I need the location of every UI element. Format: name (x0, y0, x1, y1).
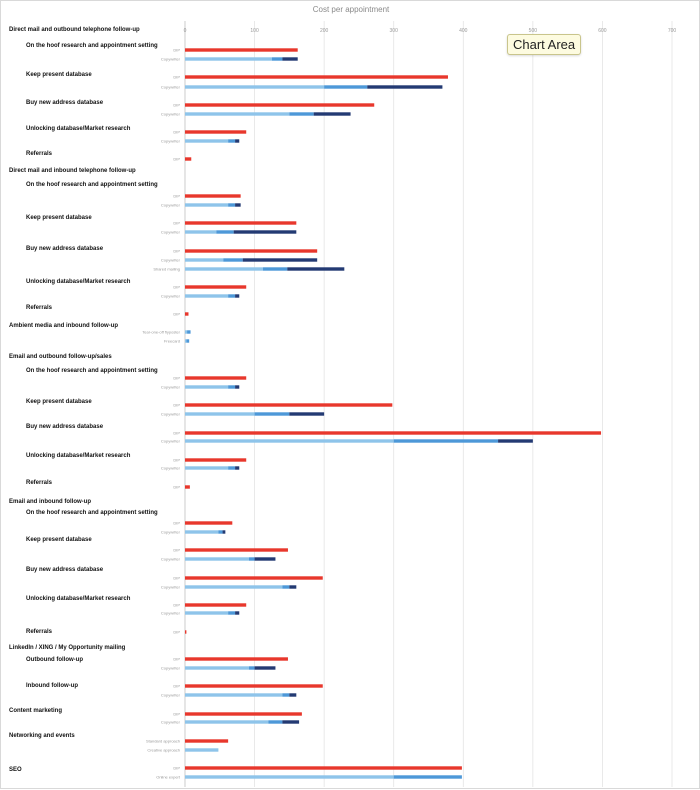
series-label: Copywriter (160, 719, 180, 725)
bar-segment-mid (223, 258, 242, 261)
category-label: On the hoof research and appointment setting (26, 368, 158, 374)
bar-dip (185, 221, 296, 224)
category-label: Buy new address database (26, 246, 104, 252)
x-tick-label: 200 (319, 28, 329, 34)
category-label: On the hoof research and appointment setting (26, 510, 158, 516)
bar-segment-light (185, 585, 282, 588)
category-label: Referrals (26, 305, 53, 311)
bar-segment-light (185, 330, 187, 333)
category-label: Keep present database (26, 72, 92, 78)
bar-dip (185, 312, 188, 315)
series-label: Copywriter (160, 384, 180, 390)
series-label: DIP (173, 430, 180, 436)
bar-dip (185, 285, 246, 288)
bar-segment-light (185, 385, 228, 388)
category-label: Unlocking database/Market research (26, 596, 131, 602)
series-label: Copywriter (160, 529, 180, 535)
series-label: Copywriter (160, 465, 180, 471)
x-tick-label: 100 (250, 28, 259, 34)
bar-segment-light (185, 258, 223, 261)
category-label: Outbound follow-up (26, 657, 83, 663)
bar-segment-dark (234, 230, 297, 233)
series-label: Copywriter (160, 438, 180, 444)
category-label: Referrals (26, 629, 53, 635)
bar-dip (185, 657, 288, 660)
bar-segment-light (185, 466, 228, 469)
bar-segment-mid (228, 611, 235, 614)
series-label: Copywriter (160, 202, 180, 208)
series-label: Copywriter (160, 257, 180, 263)
bar-dip (185, 548, 288, 551)
series-label: Standard approach (145, 738, 180, 744)
series-label: DIP (173, 520, 180, 526)
bar-segment-mid (282, 693, 289, 696)
bar-dip (185, 157, 191, 160)
category-label: Buy new address database (26, 424, 104, 430)
bar-segment-dark (235, 466, 239, 469)
series-label: Copywriter (160, 610, 180, 616)
series-label: DIP (173, 457, 180, 463)
series-label: DIP (173, 102, 180, 108)
series-label: DIP (173, 765, 180, 771)
category-label: Inbound follow-up (26, 683, 78, 689)
bar-segment-mid (216, 230, 233, 233)
bar-segment-mid (394, 775, 462, 778)
bar-segment-dark (255, 666, 276, 669)
bar-segment-mid (324, 85, 367, 88)
bar-dip (185, 576, 323, 579)
series-label: Copywriter (160, 229, 180, 235)
series-label: Online expert (156, 774, 180, 780)
category-label: Referrals (26, 151, 53, 157)
bar-segment-light (185, 557, 249, 560)
series-label: Tear-one-off flyposter (142, 329, 180, 335)
series-label: DIP (173, 656, 180, 662)
series-label: DIP (173, 375, 180, 381)
series-label: DIP (173, 547, 180, 553)
bar-segment-dark (235, 294, 239, 297)
bar-segment-dark (289, 693, 296, 696)
bar-dip (185, 194, 241, 197)
bar-segment-light (185, 439, 394, 442)
bar-segment-dark (255, 557, 276, 560)
series-label: DIP (173, 74, 180, 80)
bar-segment-light (185, 666, 249, 669)
bar-segment-dark (282, 57, 297, 60)
bar-segment-light (185, 294, 228, 297)
bar-segment-light (185, 57, 272, 60)
category-label: On the hoof research and appointment setting (26, 43, 158, 49)
bar-segment-light (185, 339, 186, 342)
bar-segment-dark (289, 412, 324, 415)
bar-segment-mid (289, 112, 313, 115)
bar-segment-mid (186, 339, 189, 342)
series-label: DIP (173, 602, 180, 608)
category-label: Ambient media and inbound follow-up (9, 323, 118, 329)
category-label: Direct mail and inbound telephone follow-up (9, 168, 136, 174)
series-label: DIP (173, 311, 180, 317)
series-label: DIP (173, 220, 180, 226)
bar-segment-mid (228, 466, 235, 469)
bar-segment-dark (243, 258, 317, 261)
bar-segment-light (185, 530, 218, 533)
series-label: Copywriter (160, 584, 180, 590)
category-label: Networking and events (9, 733, 75, 739)
bar-segment-mid (272, 57, 282, 60)
bar-dip (185, 739, 228, 742)
bar-chart (1, 1, 700, 790)
series-label: Copywriter (160, 556, 180, 562)
series-label: DIP (173, 284, 180, 290)
bar-segment-dark (498, 439, 533, 442)
bar-segment-dark (282, 720, 299, 723)
category-label: Keep present database (26, 537, 92, 543)
category-label: Keep present database (26, 215, 92, 221)
series-label: Copywriter (160, 138, 180, 144)
bar-segment-mid (268, 720, 282, 723)
bar-dip (185, 712, 302, 715)
x-tick-label: 700 (667, 28, 677, 34)
bar-segment-dark (235, 385, 239, 388)
x-tick-label: 600 (598, 28, 607, 34)
category-label: SEO (9, 767, 22, 773)
bar-dip (185, 458, 246, 461)
series-label: Copywriter (160, 692, 180, 698)
series-label: Creative approach (147, 747, 180, 753)
bar-dip (185, 684, 323, 687)
bar-dip (185, 249, 317, 252)
bar-segment-mid (228, 203, 235, 206)
bar-segment-light (185, 85, 324, 88)
category-label: Unlocking database/Market research (26, 279, 131, 285)
bar-segment-mid (255, 412, 290, 415)
bar-dip (185, 75, 448, 78)
series-label: DIP (173, 484, 180, 490)
bar-segment-dark (235, 139, 239, 142)
category-label: LinkedIn / XING / My Opportunity mailing (9, 645, 126, 651)
x-tick-label: 500 (528, 28, 538, 34)
series-label: Copywriter (160, 56, 180, 62)
bar-dip (185, 376, 246, 379)
bar-segment-dark (314, 112, 351, 115)
bar-segment-light (185, 112, 289, 115)
bar-dip (185, 403, 392, 406)
series-label: Copywriter (160, 111, 180, 117)
series-label: DIP (173, 575, 180, 581)
chart-title: Cost per appointment (312, 5, 390, 14)
bar-dip (185, 130, 246, 133)
series-label: DIP (173, 193, 180, 199)
bar-dip (185, 521, 232, 524)
series-label: Copywriter (160, 411, 180, 417)
series-label: DIP (173, 629, 180, 635)
series-label: Copywriter (160, 293, 180, 299)
category-label: Buy new address database (26, 100, 104, 106)
series-label: DIP (173, 47, 180, 53)
series-label: Copywriter (160, 84, 180, 90)
bar-dip (185, 603, 246, 606)
x-tick-label: 300 (389, 28, 398, 34)
bar-segment-light (185, 775, 394, 778)
x-tick-label: 400 (459, 28, 468, 34)
bar-segment-dark (287, 267, 344, 270)
chart-area-tooltip: Chart Area (507, 34, 581, 55)
bar-dip (185, 630, 186, 633)
series-label: DIP (173, 711, 180, 717)
category-label: Email and outbound follow-up/sales (9, 354, 112, 360)
bar-segment-dark (235, 611, 239, 614)
bar-segment-light (185, 748, 218, 751)
category-label: On the hoof research and appointment setting (26, 182, 158, 188)
category-label: Referrals (26, 480, 53, 486)
bar-segment-mid (249, 557, 255, 560)
bar-segment-dark (235, 203, 241, 206)
bar-dip (185, 766, 462, 769)
bar-segment-light (185, 267, 263, 270)
category-label: Buy new address database (26, 567, 104, 573)
bar-segment-light (185, 203, 228, 206)
bar-segment-mid (187, 330, 190, 333)
bar-dip (185, 485, 190, 488)
bar-segment-light (185, 720, 268, 723)
bar-segment-mid (228, 294, 235, 297)
series-label: DIP (173, 156, 180, 162)
category-label: Direct mail and outbound telephone follow-up (9, 27, 140, 33)
bar-segment-dark (367, 85, 442, 88)
bar-segment-light (185, 230, 216, 233)
bar-segment-mid (218, 530, 222, 533)
category-label: Unlocking database/Market research (26, 453, 131, 459)
series-label: DIP (173, 683, 180, 689)
bar-segment-light (185, 693, 282, 696)
category-label: Content marketing (9, 708, 63, 714)
series-label: Shared mailing (153, 266, 180, 272)
series-label: Freecard (163, 338, 180, 344)
bar-segment-mid (228, 139, 235, 142)
bar-segment-light (185, 139, 228, 142)
bar-segment-mid (263, 267, 287, 270)
bar-segment-dark (289, 585, 296, 588)
bar-dip (185, 48, 298, 51)
bar-segment-mid (228, 385, 235, 388)
series-label: Copywriter (160, 665, 180, 671)
series-label: DIP (173, 248, 180, 254)
category-label: Unlocking database/Market research (26, 126, 131, 132)
category-label: Keep present database (26, 399, 92, 405)
bar-segment-mid (282, 585, 289, 588)
series-label: DIP (173, 402, 180, 408)
bar-segment-dark (223, 530, 226, 533)
bar-segment-mid (249, 666, 255, 669)
series-label: DIP (173, 129, 180, 135)
x-tick-label: 0 (183, 28, 187, 34)
bar-segment-light (185, 611, 228, 614)
bar-dip (185, 431, 601, 434)
bar-segment-light (185, 412, 255, 415)
bar-dip (185, 103, 374, 106)
bar-segment-mid (394, 439, 498, 442)
category-label: Email and inbound follow-up (9, 499, 91, 505)
